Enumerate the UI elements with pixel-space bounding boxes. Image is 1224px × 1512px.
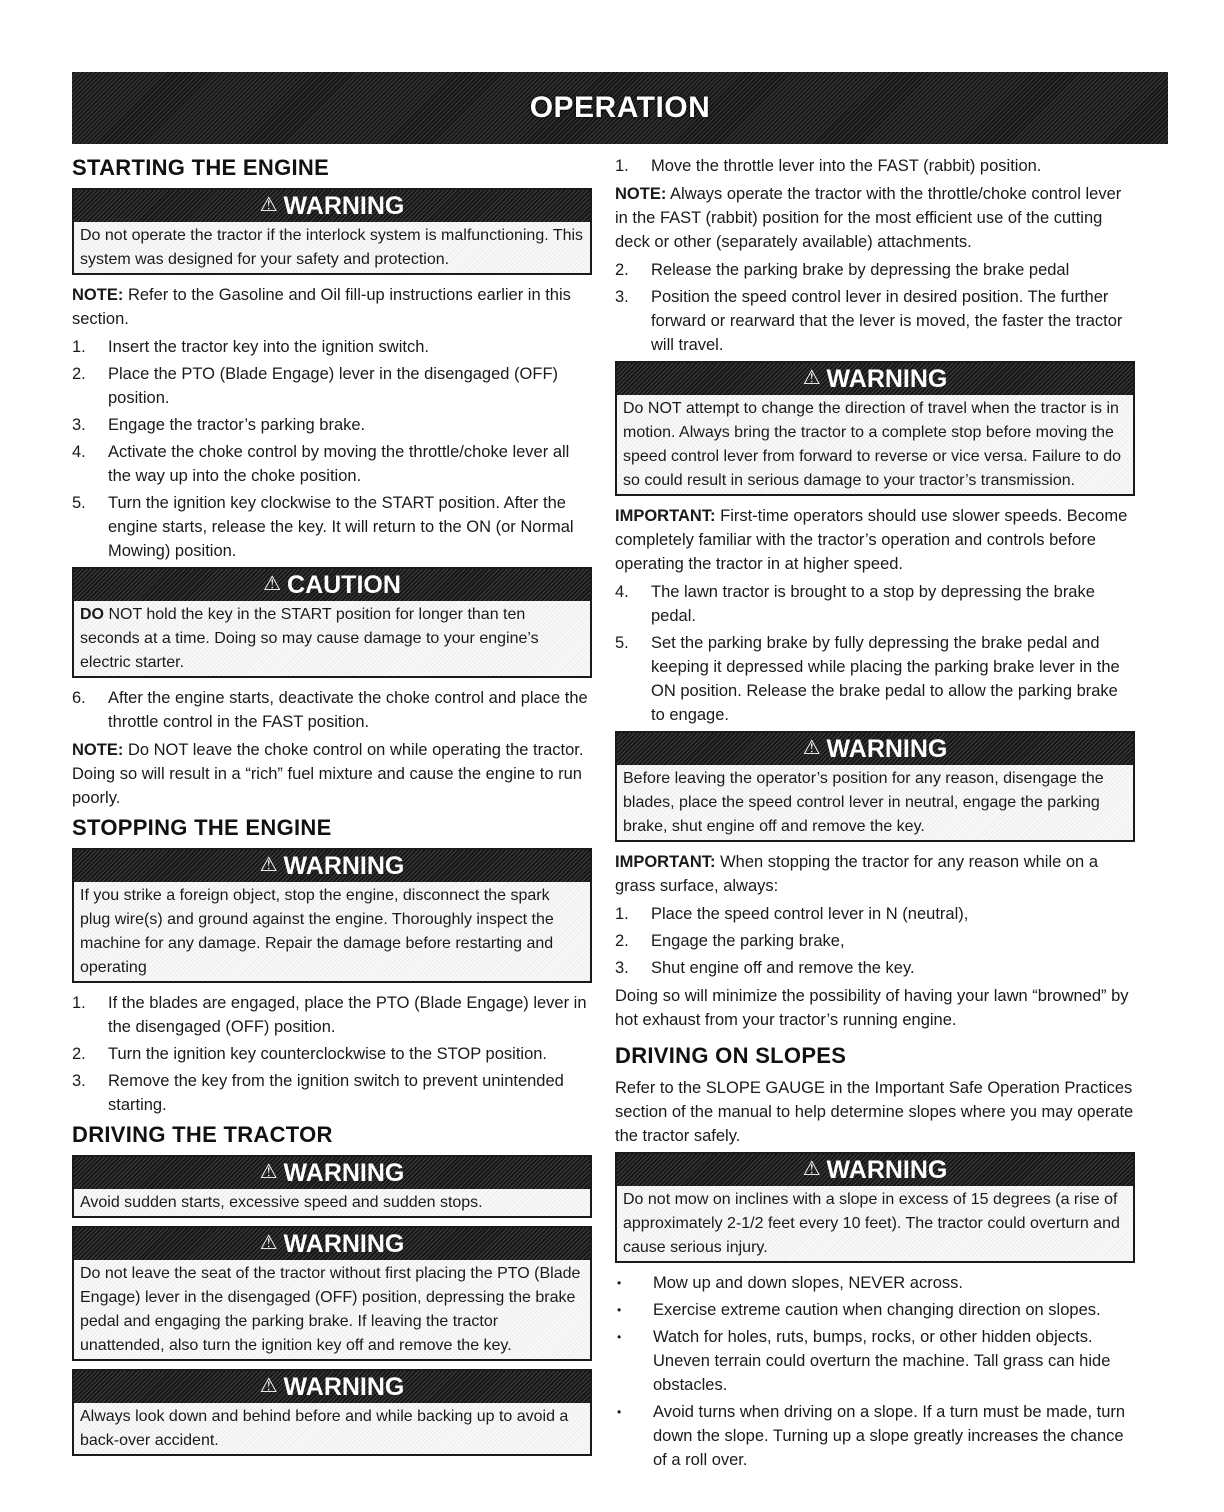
starting-steps-continued — [72, 686, 592, 734]
slopes-intro: Refer to the SLOPE GAUGE in the Important Safe Operation Practices section of the manual to help determine slopes where you may operate the tractor safely. — [615, 1079, 1134, 1145]
warning-header — [617, 1154, 1133, 1186]
step-text: If the blades are engaged, place the PTO (Blade Engage) lever in the disengaged (OFF) position. — [108, 994, 587, 1036]
warning-header — [617, 733, 1133, 765]
step-number: 3. — [72, 1072, 86, 1090]
warning-box-leaving-position — [615, 731, 1135, 842]
driving-steps-b — [615, 580, 1135, 727]
step-text: Engage the tractor’s parking brake. — [108, 416, 366, 434]
stopping-on-grass-steps — [615, 902, 1135, 980]
heading-stopping-engine: STOPPING THE ENGINE — [72, 815, 332, 840]
step-number: 1. — [615, 905, 629, 923]
warning-text: Do not mow on inclines with a slope in excess of 15 degrees (a rise of approximately 2-1/2 feet every 10 feet). The tractor could overturn and cause serious injury. — [617, 1186, 1133, 1261]
bullet-icon: • — [617, 1330, 622, 1344]
starting-steps-list — [72, 335, 592, 563]
warning-header — [74, 1157, 590, 1189]
step-number: 3. — [615, 288, 629, 306]
note-label: NOTE: — [615, 185, 667, 203]
important-text: When stopping the tractor for any reason while on a grass surface, always: — [615, 853, 1098, 895]
warning-box-direction-change — [615, 361, 1135, 496]
driving-steps-start — [615, 154, 1135, 178]
warning-box-leaving-seat — [72, 1226, 592, 1361]
bullet-icon: • — [617, 1303, 622, 1317]
warning-label: WARNING — [826, 365, 948, 393]
list-item — [72, 491, 592, 563]
list-item — [72, 335, 592, 359]
heading-driving-slopes: DRIVING ON SLOPES — [615, 1043, 847, 1068]
warning-label: WARNING — [826, 735, 948, 763]
warning-text: Do NOT attempt to change the direction of travel when the tractor is in motion. Always bring the tractor to a complete stop before moving the speed control lever from forward to reverse or vice versa. Failure to do so could result in serious damage to your tractor’s transmission. — [617, 395, 1133, 494]
step-number: 4. — [72, 443, 86, 461]
list-item — [615, 258, 1135, 282]
warning-text: Do not leave the seat of the tractor without first placing the PTO (Blade Engage) lever in the disengaged (OFF) position, depressing the brake pedal and engaging the parking brake. If leaving the tractor unattended, also turn the ignition key off and remove the key. — [74, 1260, 590, 1359]
step-number: 5. — [615, 634, 629, 652]
warning-label: WARNING — [283, 192, 405, 220]
exhaust-paragraph: Doing so will minimize the possibility of having your lawn “browned” by hot exhaust from your tractor’s running engine. — [615, 987, 1129, 1029]
step-number: 4. — [615, 583, 629, 601]
caution-triangle-icon: ⚠ — [263, 573, 282, 595]
warning-triangle-icon: ⚠ — [259, 194, 278, 216]
warning-box-interlock — [72, 188, 592, 275]
step-number: 5. — [72, 494, 86, 512]
step-text: Move the throttle lever into the FAST (rabbit) position. — [651, 157, 1042, 175]
warning-header — [617, 363, 1133, 395]
list-item — [72, 440, 592, 488]
note-paragraph-choke — [72, 738, 592, 810]
right-column — [615, 154, 1135, 1476]
step-text: Release the parking brake by depressing the brake pedal — [651, 261, 1070, 279]
warning-text: Avoid sudden starts, excessive speed and sudden stops. — [74, 1189, 590, 1216]
bullet-text: Avoid turns when driving on a slope. If a turn must be made, turn down the slope. Turning up a slope greatly increases the chance of a roll over. — [653, 1403, 1126, 1469]
list-item — [615, 631, 1135, 727]
bullet-text: Exercise extreme caution when changing direction on slopes. — [653, 1301, 1101, 1319]
bullet-text: Mow up and down slopes, NEVER across. — [653, 1274, 963, 1292]
list-item — [615, 154, 1135, 178]
list-item — [72, 991, 592, 1039]
left-column — [72, 154, 592, 1464]
step-text: Shut engine off and remove the key. — [651, 959, 915, 977]
warning-header — [74, 1228, 590, 1260]
step-text: Remove the key from the ignition switch to prevent unintended starting. — [108, 1072, 564, 1114]
caution-body: NOT hold the key in the START position for longer than ten seconds at a time. Doing so may cause damage to your engine’s electric starter. — [80, 606, 539, 671]
step-number: 1. — [72, 338, 86, 356]
note-paragraph-throttle — [615, 182, 1135, 254]
list-item — [615, 1271, 1135, 1295]
note-text: Refer to the Gasoline and Oil fill-up instructions earlier in this section. — [72, 286, 571, 328]
step-number: 1. — [615, 157, 629, 175]
warning-box-slopes — [615, 1152, 1135, 1263]
warning-header — [74, 190, 590, 222]
bullet-icon: • — [617, 1276, 622, 1290]
list-item — [615, 285, 1135, 357]
step-text: Set the parking brake by fully depressing the brake pedal and keeping it depressed while placing the parking brake lever in the ON position. Release the brake pedal to allow the parking brake to engage. — [651, 634, 1120, 724]
important-label: IMPORTANT: — [615, 853, 716, 871]
warning-text: Before leaving the operator’s position for any reason, disengage the blades, place the speed control lever in neutral, engage the parking brake, shut engine off and remove the key. — [617, 765, 1133, 840]
step-text: Engage the parking brake, — [651, 932, 845, 950]
step-text: The lawn tractor is brought to a stop by depressing the brake pedal. — [651, 583, 1095, 625]
step-text: Position the speed control lever in desired position. The further forward or rearward that the lever is moved, the faster the tractor will travel. — [651, 288, 1123, 354]
bullet-icon: • — [617, 1405, 622, 1419]
caution-lead: DO — [80, 606, 104, 623]
warning-box-foreign-object — [72, 848, 592, 983]
step-text: After the engine starts, deactivate the choke control and place the throttle control in the FAST position. — [108, 689, 588, 731]
section-banner — [72, 72, 1168, 144]
step-text: Place the PTO (Blade Engage) lever in the disengaged (OFF) position. — [108, 365, 559, 407]
list-item — [72, 1042, 592, 1066]
warning-label: WARNING — [283, 1373, 405, 1401]
step-text: Activate the choke control by moving the throttle/choke lever all the way up into the choke position. — [108, 443, 570, 485]
warning-label: WARNING — [283, 852, 405, 880]
warning-label: WARNING — [283, 1230, 405, 1258]
warning-header — [74, 1371, 590, 1403]
step-number: 2. — [615, 932, 629, 950]
step-number: 3. — [615, 959, 629, 977]
list-item — [72, 686, 592, 734]
caution-text — [74, 601, 590, 676]
warning-triangle-icon: ⚠ — [802, 737, 821, 759]
stopping-steps-list — [72, 991, 592, 1117]
step-number: 1. — [72, 994, 86, 1012]
bullet-text: Watch for holes, ruts, bumps, rocks, or other hidden objects. Uneven terrain could overturn the machine. Tall grass can hide obstacles. — [653, 1328, 1111, 1394]
step-number: 2. — [72, 1045, 86, 1063]
list-item — [615, 902, 1135, 926]
warning-triangle-icon: ⚠ — [802, 1158, 821, 1180]
caution-header — [74, 569, 590, 601]
section-title: OPERATION — [529, 91, 711, 124]
important-label: IMPORTANT: — [615, 507, 716, 525]
warning-text: Always look down and behind before and while backing up to avoid a back-over accident. — [74, 1403, 590, 1454]
warning-triangle-icon: ⚠ — [259, 1161, 278, 1183]
warning-header — [74, 850, 590, 882]
warning-label: WARNING — [826, 1156, 948, 1184]
caution-box-starter — [72, 567, 592, 678]
list-item — [615, 580, 1135, 628]
warning-triangle-icon: ⚠ — [259, 1232, 278, 1254]
step-number: 3. — [72, 416, 86, 434]
step-number: 2. — [72, 365, 86, 383]
step-number: 6. — [72, 689, 86, 707]
important-paragraph — [615, 504, 1135, 576]
list-item — [615, 956, 1135, 980]
step-text: Turn the ignition key counterclockwise to the STOP position. — [108, 1045, 548, 1063]
list-item — [72, 1069, 592, 1117]
list-item — [72, 413, 592, 437]
list-item — [615, 929, 1135, 953]
driving-steps-a — [615, 258, 1135, 357]
important-paragraph-stopping — [615, 850, 1135, 898]
warning-box-sudden-starts — [72, 1155, 592, 1218]
note-text: Always operate the tractor with the throttle/choke control lever in the FAST (rabbit) position for the most efficient use of the cutting deck or other (separately available) attachments. — [615, 185, 1122, 251]
important-text: First-time operators should use slower speeds. Become completely familiar with the tractor’s operation and controls before operating the tractor in at higher speed. — [615, 507, 1128, 573]
warning-triangle-icon: ⚠ — [802, 367, 821, 389]
heading-starting-engine: STARTING THE ENGINE — [72, 155, 330, 180]
warning-text: If you strike a foreign object, stop the engine, disconnect the spark plug wire(s) and ground against the engine. Thoroughly inspect the machine for any damage. Repair the damage before restarting and operating — [74, 882, 590, 981]
note-paragraph — [72, 283, 592, 331]
warning-triangle-icon: ⚠ — [259, 1375, 278, 1397]
warning-text: Do not operate the tractor if the interlock system is malfunctioning. This system was designed for your safety and protection. — [74, 222, 590, 273]
list-item — [615, 1325, 1135, 1397]
note-label: NOTE: — [72, 286, 124, 304]
note-text: Do NOT leave the choke control on while operating the tractor. Doing so will result in a “rich” fuel mixture and cause the engine to run poorly. — [72, 741, 584, 807]
caution-label: CAUTION — [287, 571, 401, 599]
step-text: Turn the ignition key clockwise to the START position. After the engine starts, release the key. It will return to the ON (or Normal Mowing) position. — [108, 494, 574, 560]
warning-triangle-icon: ⚠ — [259, 854, 278, 876]
note-label: NOTE: — [72, 741, 124, 759]
heading-driving-tractor: DRIVING THE TRACTOR — [72, 1122, 333, 1147]
list-item — [615, 1298, 1135, 1322]
slope-bullets — [615, 1271, 1135, 1472]
step-text: Insert the tractor key into the ignition switch. — [108, 338, 429, 356]
list-item — [72, 362, 592, 410]
list-item — [615, 1400, 1135, 1472]
warning-label: WARNING — [283, 1159, 405, 1187]
step-number: 2. — [615, 261, 629, 279]
warning-box-backing-up — [72, 1369, 592, 1456]
step-text: Place the speed control lever in N (neutral), — [651, 905, 969, 923]
